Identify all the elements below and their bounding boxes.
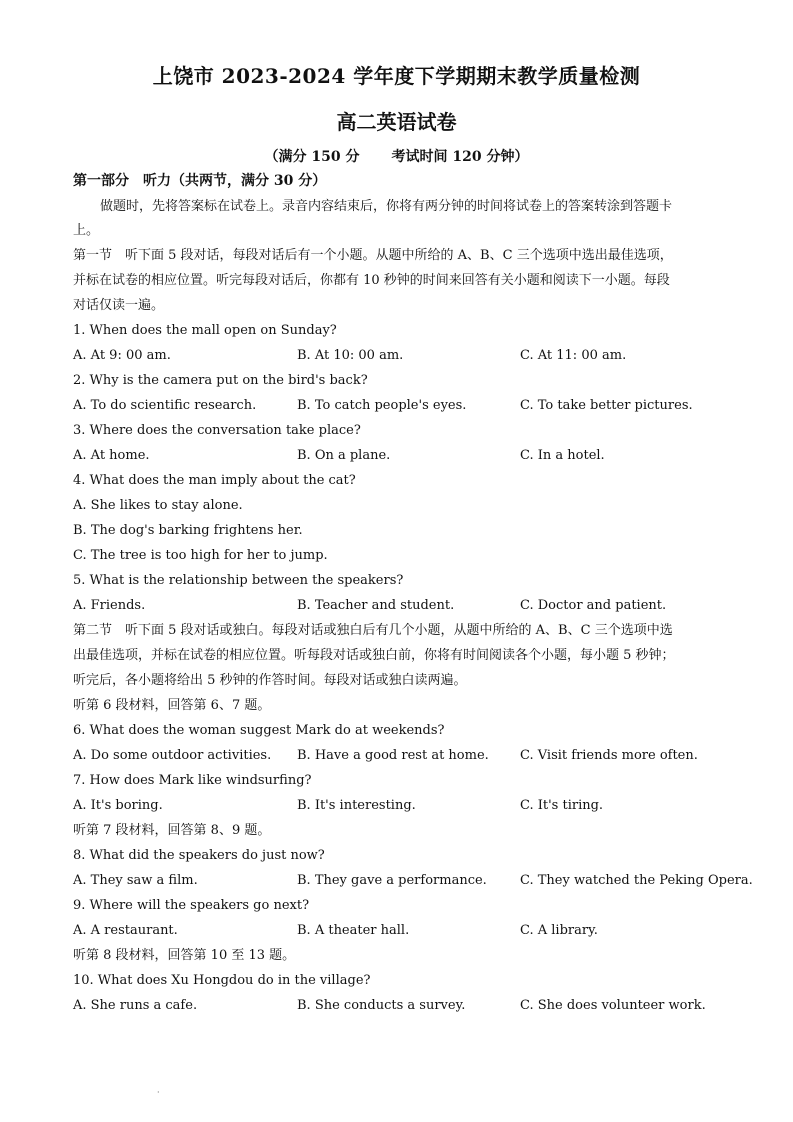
material-6-note: 听第 6 段材料，回答第 6、7 题。 — [73, 698, 271, 713]
q6-option-c: C. Visit friends more often. — [520, 748, 698, 763]
q5-option-a: A. Friends. — [73, 598, 146, 613]
q7-option-a: A. It's boring. — [73, 798, 163, 813]
q10-option-b: B. She conducts a survey. — [297, 998, 466, 1013]
q4-option-b: B. The dog's barking frightens her. — [73, 523, 303, 538]
section2-instructions-line3: 听完后，各小题将给出 5 秒钟的作答时间。每段对话或独白读两遍。 — [73, 673, 467, 688]
q3-option-b: B. On a plane. — [297, 448, 391, 463]
q1-option-c: C. At 11: 00 am. — [520, 348, 627, 363]
q6-option-a: A. Do some outdoor activities. — [73, 748, 272, 763]
part1-intro-line1: 做题时，先将答案标在试卷上。录音内容结束后，你将有两分钟的时间将试卷上的答案转涂到答题卡 — [100, 199, 673, 214]
q4-option-c: C. The tree is too high for her to jump. — [73, 548, 328, 563]
material-8-note: 听第 8 段材料，回答第 10 至 13 题。 — [73, 948, 296, 963]
exam-title: 上饶市 2023-2024 学年度下学期期末教学质量检测 — [152, 64, 641, 88]
question-2: 2. Why is the camera put on the bird's back? — [73, 373, 368, 388]
q9-option-a: A. A restaurant. — [73, 923, 178, 938]
part1-heading: 第一部分 听力（共两节，满分 30 分） — [73, 173, 327, 189]
section2-instructions-line1: 第二节 听下面 5 段对话或独白。每段对话或独白后有几个小题，从题中所给的 A、B、C 三个选项中选 — [73, 623, 673, 638]
q9-option-c: C. A library. — [520, 923, 598, 938]
q2-option-a: A. To do scientific research. — [73, 398, 257, 413]
q9-option-b: B. A theater hall. — [297, 923, 410, 938]
time-info: 考试时间 120 分钟） — [391, 149, 529, 165]
question-5: 5. What is the relationship between the speakers? — [73, 573, 404, 588]
q5-option-c: C. Doctor and patient. — [520, 598, 667, 613]
question-1: 1. When does the mall open on Sunday? — [73, 323, 337, 338]
q3-option-a: A. At home. — [73, 448, 150, 463]
material-7-note: 听第 7 段材料，回答第 8、9 题。 — [73, 823, 271, 838]
q2-option-b: B. To catch people's eyes. — [297, 398, 467, 413]
section1-instructions-line2: 并标在试卷的相应位置。听完每段对话后，你都有 10 秒钟的时间来回答有关小题和阅读下一小题。每段 — [73, 273, 670, 288]
q10-option-c: C. She does volunteer work. — [520, 998, 706, 1013]
question-8: 8. What did the speakers do just now? — [73, 848, 325, 863]
q3-option-c: C. In a hotel. — [520, 448, 605, 463]
q5-option-b: B. Teacher and student. — [297, 598, 455, 613]
q2-option-c: C. To take better pictures. — [520, 398, 693, 413]
question-9: 9. Where will the speakers go next? — [73, 898, 310, 913]
q7-option-b: B. It's interesting. — [297, 798, 416, 813]
question-7: 7. How does Mark like windsurfing? — [73, 773, 312, 788]
question-6: 6. What does the woman suggest Mark do at weekends? — [73, 723, 445, 738]
section1-instructions-line1: 第一节 听下面 5 段对话，每段对话后有一个小题。从题中所给的 A、B、C 三个选项中选出最佳选项， — [73, 248, 673, 263]
q1-option-a: A. At 9: 00 am. — [73, 348, 171, 363]
q10-option-a: A. She runs a cafe. — [73, 998, 198, 1013]
q7-option-c: C. It's tiring. — [520, 798, 604, 813]
exam-info — [0, 146, 793, 166]
question-3: 3. Where does the conversation take place? — [73, 423, 361, 438]
q4-option-a: A. She likes to stay alone. — [73, 498, 243, 513]
q8-option-c: C. They watched the Peking Opera. — [520, 873, 753, 888]
q8-option-a: A. They saw a film. — [73, 873, 198, 888]
q8-option-b: B. They gave a performance. — [297, 873, 487, 888]
q1-option-b: B. At 10: 00 am. — [297, 348, 404, 363]
question-4: 4. What does the man imply about the cat? — [73, 473, 356, 488]
section2-instructions-line2: 出最佳选项，并标在试卷的相应位置。听每段对话或独白前，你将有时间阅读各个小题，每小题 5 秒钟； — [73, 648, 675, 663]
exam-subtitle: 高二英语试卷 — [336, 110, 457, 134]
question-10: 10. What does Xu Hongdou do in the village? — [73, 973, 371, 988]
score-info: （满分 150 分 — [264, 149, 360, 165]
section1-instructions-line3: 对话仅读一遍。 — [73, 298, 165, 313]
page-dot-mark: · — [157, 1088, 160, 1097]
part1-intro-line2: 上。 — [73, 223, 100, 238]
q6-option-b: B. Have a good rest at home. — [297, 748, 489, 763]
